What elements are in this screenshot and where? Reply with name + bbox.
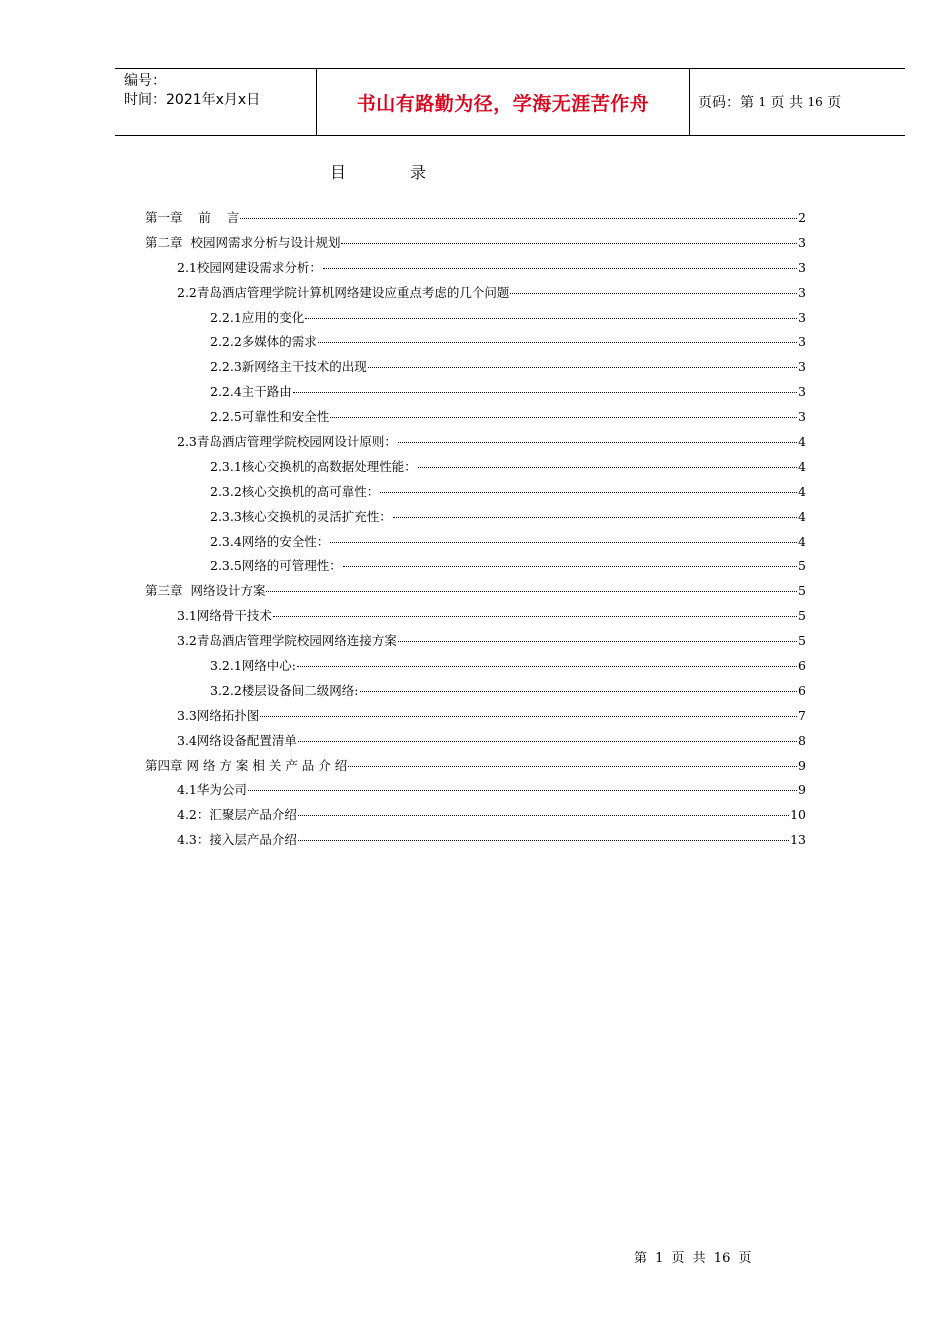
- toc-entry-label: 4.1华为公司: [177, 782, 247, 798]
- toc-leader-dots: [293, 392, 797, 393]
- toc-entry[interactable]: [145, 731, 806, 756]
- toc-leader-dots: [318, 342, 797, 343]
- toc-entry[interactable]: [145, 780, 806, 805]
- toc-title: [330, 160, 426, 183]
- toc-entry-page: 7: [798, 707, 806, 723]
- toc-entry-label: 2.3青岛酒店管理学院校园网设计原则：: [177, 434, 397, 450]
- toc-entry[interactable]: [145, 756, 806, 781]
- toc-entry[interactable]: [145, 532, 806, 557]
- toc-entry-page: 3: [798, 334, 806, 350]
- toc-entry-label: 2.3.5网络的可管理性：: [210, 558, 342, 574]
- toc-entry[interactable]: [145, 581, 806, 606]
- toc-entry[interactable]: [145, 805, 806, 830]
- page-mid: 页 共: [770, 95, 803, 111]
- toc-leader-dots: [343, 566, 797, 567]
- toc-entry[interactable]: [145, 208, 806, 233]
- toc-leader-dots: [348, 766, 797, 767]
- header-page-info: [690, 69, 905, 135]
- toc-entry-label: 第一章 前 言: [145, 210, 240, 225]
- toc-entry[interactable]: [145, 258, 806, 283]
- toc-entry-label: 2.2.1应用的变化: [210, 309, 305, 325]
- toc-leader-dots: [297, 666, 797, 667]
- toc-entry-page: 9: [798, 782, 806, 798]
- toc-entry-page: 3: [798, 359, 806, 375]
- toc-leader-dots: [305, 318, 797, 319]
- toc-entry-page: 13: [790, 832, 806, 848]
- toc-entry[interactable]: [145, 681, 806, 706]
- toc-entry[interactable]: [145, 407, 806, 432]
- toc-entry-page: 3: [798, 259, 806, 275]
- toc-entry-label: 第四章 网 络 方 案 相 关 产 品 介 绍: [145, 757, 348, 773]
- toc-leader-dots: [260, 716, 797, 717]
- page-prefix: 页码：第: [698, 95, 754, 111]
- toc-entry-page: 3: [798, 309, 806, 325]
- toc-title-char-2: 录: [410, 163, 427, 182]
- toc-entry-label: 3.2.2楼层设备间二级网络:: [210, 682, 359, 698]
- toc-entry-page: 2: [798, 210, 806, 225]
- toc-leader-dots: [398, 442, 797, 443]
- toc-entry-label: 3.4网络设备配置清单: [177, 732, 297, 748]
- toc-entry[interactable]: [145, 830, 806, 855]
- toc-entry-label: 2.2青岛酒店管理学院计算机网络建设应重点考虑的几个问题: [177, 284, 510, 300]
- toc-entry-page: 10: [790, 807, 806, 823]
- page-footer: 第 1 页 共 16 页: [634, 1251, 752, 1266]
- toc-leader-dots: [323, 268, 797, 269]
- toc-leader-dots: [248, 790, 797, 791]
- toc-entry-page: 4: [798, 533, 806, 549]
- toc-entry[interactable]: [145, 308, 806, 333]
- toc-entry-label: 2.3.1核心交换机的高数据处理性能：: [210, 458, 417, 474]
- toc-entry-label: 第三章 网络设计方案: [145, 583, 266, 599]
- toc-entry-label: 2.2.2多媒体的需求: [210, 334, 317, 350]
- toc-entry-page: 4: [798, 483, 806, 499]
- toc-entry[interactable]: [145, 457, 806, 482]
- toc-entry[interactable]: [145, 631, 806, 656]
- toc-leader-dots: [330, 542, 797, 543]
- toc-leader-dots: [266, 591, 797, 592]
- toc-entry-page: 9: [798, 757, 806, 773]
- toc-entry-label: 2.1校园网建设需求分析：: [177, 259, 322, 275]
- table-of-contents: [145, 208, 806, 855]
- toc-entry-label: 2.2.4主干路由: [210, 384, 292, 400]
- toc-entry-page: 4: [798, 434, 806, 450]
- toc-entry-label: 3.3网络拓扑图: [177, 707, 260, 723]
- toc-entry[interactable]: [145, 556, 806, 581]
- page-header: [115, 68, 905, 136]
- toc-entry-label: 2.2.5可靠性和安全性: [210, 409, 330, 425]
- toc-entry[interactable]: [145, 357, 806, 382]
- toc-entry-label: 3.2.1网络中心:: [210, 658, 297, 674]
- toc-leader-dots: [330, 417, 797, 418]
- toc-entry-page: 8: [798, 732, 806, 748]
- time-label: 时间：2021年x月x日: [124, 92, 261, 108]
- toc-leader-dots: [380, 492, 797, 493]
- toc-entry[interactable]: [145, 656, 806, 681]
- toc-entry-page: 3: [798, 409, 806, 425]
- toc-leader-dots: [298, 840, 789, 841]
- toc-entry-label: 2.3.3核心交换机的灵活扩充性：: [210, 508, 392, 524]
- toc-leader-dots: [240, 218, 797, 219]
- toc-leader-dots: [273, 616, 797, 617]
- toc-entry[interactable]: [145, 482, 806, 507]
- toc-leader-dots: [510, 293, 797, 294]
- toc-title-char-1: 目: [330, 163, 347, 182]
- toc-entry[interactable]: [145, 332, 806, 357]
- toc-entry-page: 5: [798, 558, 806, 574]
- toc-leader-dots: [418, 467, 797, 468]
- toc-entry-page: 3: [798, 284, 806, 300]
- page-current: 1: [758, 95, 767, 109]
- toc-entry[interactable]: [145, 382, 806, 407]
- toc-entry-page: 5: [798, 608, 806, 624]
- toc-entry-page: 4: [798, 458, 806, 474]
- header-motto: 书山有路勤为径，学海无涯苦作舟: [316, 69, 690, 135]
- toc-entry-label: 3.1网络骨干技术: [177, 608, 272, 624]
- toc-entry-label: 2.3.2核心交换机的高可靠性：: [210, 483, 380, 499]
- toc-entry-page: 3: [798, 234, 806, 250]
- toc-leader-dots: [398, 641, 797, 642]
- toc-entry-label: 4.3：接入层产品介绍: [177, 832, 297, 848]
- toc-entry-label: 2.2.3新网络主干技术的出现: [210, 359, 367, 375]
- toc-entry[interactable]: [145, 706, 806, 731]
- toc-entry-page: 3: [798, 384, 806, 400]
- number-label: 编号：: [124, 73, 166, 89]
- toc-entry-label: 第二章 校园网需求分析与设计规划: [145, 234, 341, 250]
- toc-entry[interactable]: [145, 507, 806, 532]
- toc-entry-page: 5: [798, 583, 806, 599]
- toc-entry-page: 5: [798, 633, 806, 649]
- toc-entry-label: 4.2：汇聚层产品介绍: [177, 807, 297, 823]
- toc-entry-page: 6: [798, 658, 806, 674]
- toc-entry[interactable]: [145, 233, 806, 258]
- toc-entry-page: 4: [798, 508, 806, 524]
- page-suffix: 页: [827, 95, 842, 111]
- toc-entry-page: 6: [798, 682, 806, 698]
- toc-leader-dots: [298, 741, 797, 742]
- page-total: 16: [807, 95, 823, 109]
- toc-leader-dots: [368, 367, 797, 368]
- toc-entry-label: 3.2青岛酒店管理学院校园网络连接方案: [177, 633, 397, 649]
- toc-leader-dots: [360, 691, 798, 692]
- toc-entry[interactable]: [145, 283, 806, 308]
- toc-entry[interactable]: [145, 432, 806, 457]
- toc-leader-dots: [341, 243, 797, 244]
- toc-entry[interactable]: [145, 606, 806, 631]
- toc-entry-label: 2.3.4网络的安全性：: [210, 533, 330, 549]
- header-meta: [115, 69, 316, 135]
- toc-leader-dots: [393, 517, 797, 518]
- toc-leader-dots: [298, 815, 789, 816]
